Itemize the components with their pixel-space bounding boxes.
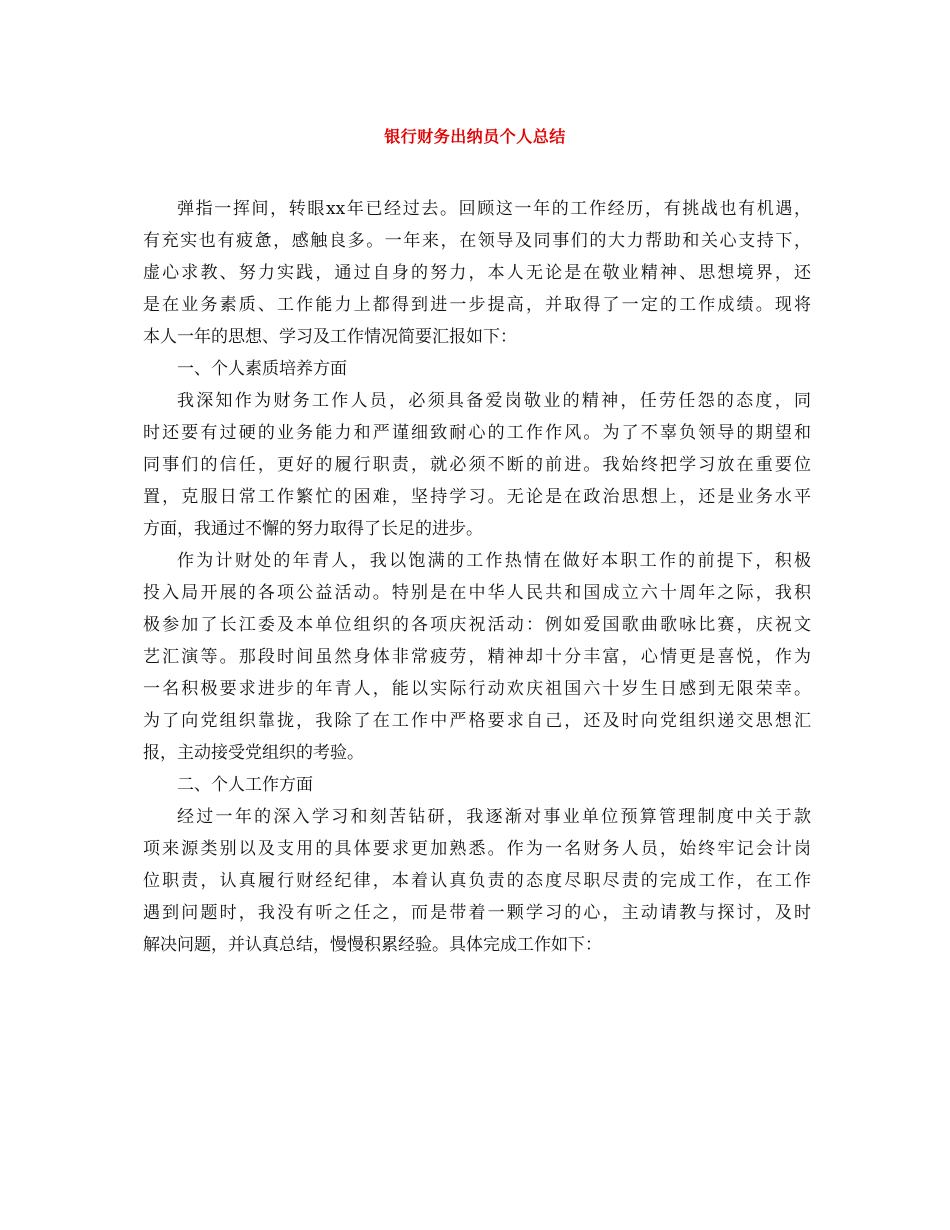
body-line: 经过一年的深入学习和刻苦钻研，我逐渐对事业单位预算管理制度中关于款 — [177, 807, 811, 827]
body-line: 弹指一挥间，转眼xx年已经过去。回顾这一年的工作经历，有挑战也有机遇， — [177, 199, 811, 219]
body-line: 作为计财处的年青人，我以饱满的工作热情在做好本职工作的前提下，积极 — [177, 551, 811, 571]
body-line: 位职责，认真履行财经纪律，本着认真负责的态度尽职尽责的完成工作，在工作 — [143, 871, 811, 891]
body-line: 项来源类别以及支用的具体要求更加熟悉。作为一名财务人员，始终牢记会计岗 — [143, 839, 811, 859]
body-line: 我深知作为财务工作人员，必须具备爱岗敬业的精神，任劳任怨的态度，同 — [177, 391, 811, 411]
body-line: 投入局开展的各项公益活动。特别是在中华人民共和国成立六十周年之际，我积 — [143, 583, 811, 603]
section-heading: 一、个人素质培养方面 — [177, 359, 347, 379]
body-line: 虚心求教、努力实践，通过自身的努力，本人无论是在敬业精神、思想境界，还 — [143, 263, 811, 283]
body-line: 报，主动接受党组织的考验。 — [143, 743, 364, 763]
body-line: 同事们的信任，更好的履行职责，就必须不断的前进。我始终把学习放在重要位 — [143, 455, 811, 475]
body-line: 极参加了长江委及本单位组织的各项庆祝活动：例如爱国歌曲歌咏比赛，庆祝文 — [143, 615, 811, 635]
body-line: 为了向党组织靠拢，我除了在工作中严格要求自己，还及时向党组织递交思想汇 — [143, 711, 811, 731]
body-line: 时还要有过硬的业务能力和严谨细致耐心的工作作风。为了不辜负领导的期望和 — [143, 423, 811, 443]
body-line: 置，克服日常工作繁忙的困难，坚持学习。无论是在政治思想上，还是业务水平 — [143, 487, 811, 507]
body-line: 本人一年的思想、学习及工作情况简要汇报如下： — [143, 327, 517, 347]
body-line: 方面，我通过不懈的努力取得了长足的进步。 — [143, 519, 483, 539]
body-line: 遇到问题时，我没有听之任之，而是带着一颗学习的心，主动请教与探讨，及时 — [143, 903, 811, 923]
section-heading: 二、个人工作方面 — [177, 775, 313, 795]
body-line: 解决问题，并认真总结，慢慢积累经验。具体完成工作如下： — [143, 935, 602, 955]
body-line: 是在业务素质、工作能力上都得到进一步提高，并取得了一定的工作成绩。现将 — [143, 295, 811, 315]
body-line: 一名积极要求进步的年青人，能以实际行动欢庆祖国六十岁生日感到无限荣幸。 — [143, 679, 811, 699]
document-title: 银行财务出纳员个人总结 — [384, 127, 566, 146]
body-line: 艺汇演等。那段时间虽然身体非常疲劳，精神却十分丰富，心情更是喜悦，作为 — [143, 647, 811, 667]
body-line: 有充实也有疲惫，感触良多。一年来，在领导及同事们的大力帮助和关心支持下， — [143, 231, 811, 251]
document-body — [143, 193, 811, 961]
